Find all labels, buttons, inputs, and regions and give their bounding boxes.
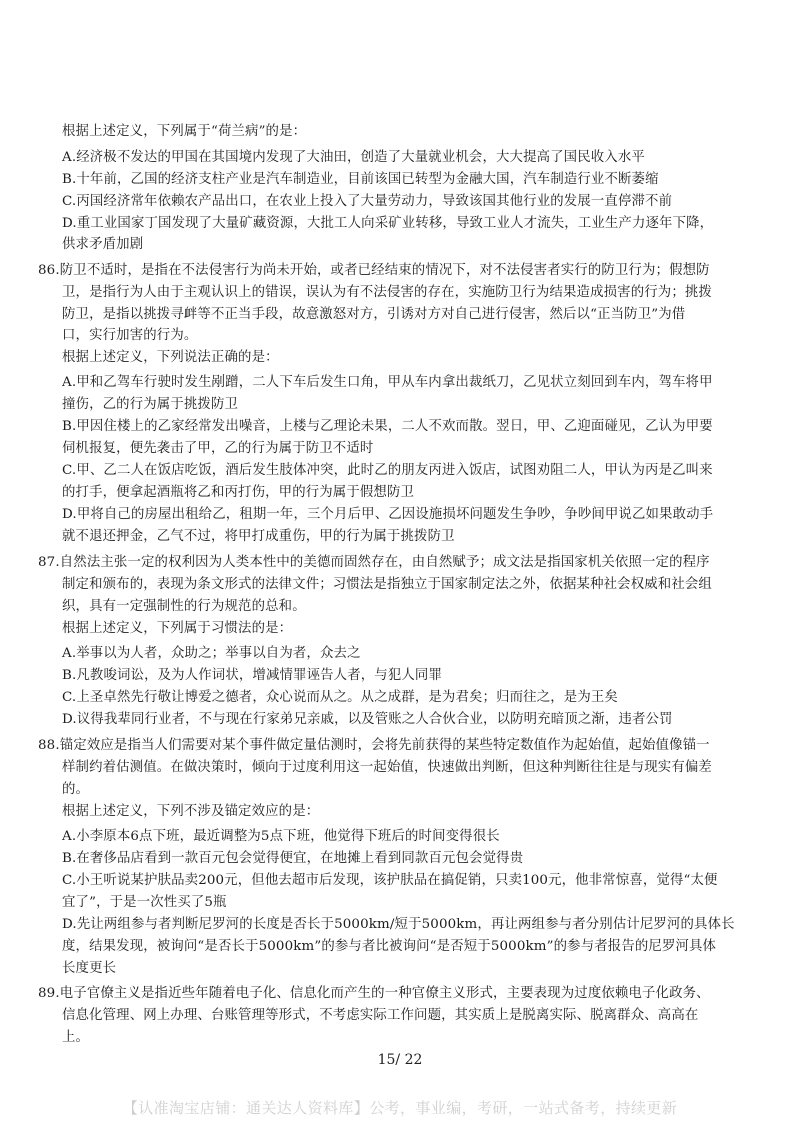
option-88-d-cont: 度，结果发现，被询问“是否长于5000km”的参与者比被询问“是否短于5000km”的参与者报告的尼罗河具体 xyxy=(62,939,717,954)
question-89-line-3: 上。 xyxy=(62,1030,90,1045)
option-88-b: B.在奢侈品店看到一款百元包会觉得便宜，在地摊上看到同款百元包会觉得贵 xyxy=(62,851,524,866)
question-stem-88: 根据上述定义，下列不涉及锚定效应的是： xyxy=(62,804,320,819)
question-88-line-2: 样制约着估测值。在做决策时，倾向于过度利用这一起始值，快速做出判断，但这种判断往往是与现实有偏差 xyxy=(62,760,712,775)
option-85-c: C.丙国经济常年依赖农产品出口，在农业上投入了大量劳动力，导致该国其他行业的发展一直停滞不前 xyxy=(62,194,673,209)
option-88-c: C.小王听说某护肤品卖200元，但他去超市后发现，该护肤品在搞促销，只卖100元，他非常惊喜，觉得“太便 xyxy=(62,873,718,888)
option-87-c: C.上圣卓然先行敬让博爱之德者，众心说而从之。从之成群，是为君矣；归而往之，是为王矣 xyxy=(62,690,618,705)
question-stem-86: 根据上述定义，下列说法正确的是： xyxy=(62,350,279,365)
question-87-line-2: 制定和颁布的，表现为条文形式的法律文件；习惯法是指独立于国家制定法之外，依据某种社会权威和社会组 xyxy=(62,577,712,592)
option-86-a: A.甲和乙驾车行驶时发生剐蹭，二人下车后发生口角，甲从车内拿出裁纸刀，乙见状立刻回到车内，驾车将甲 xyxy=(62,375,713,390)
option-85-b: B.十年前，乙国的经济支柱产业是汽车制造业，目前该国已转型为金融大国，汽车制造行业不断萎缩 xyxy=(62,172,659,187)
option-87-a: A.举事以为人者，众助之；举事以自为者，众去之 xyxy=(62,646,361,661)
option-88-a: A.小李原本6点下班，最近调整为5点下班，他觉得下班后的时间变得很长 xyxy=(62,829,500,844)
question-87-line-3: 织，具有一定强制性的行为规范的总和。 xyxy=(62,599,306,614)
option-86-c: C.甲、乙二人在饭店吃饭，酒后发生肢体冲突，此时乙的朋友丙进入饭店，试图劝阻二人，甲认为丙是乙叫来 xyxy=(62,463,713,478)
question-86-line-2: 卫，是指行为人由于主观认识上的错误，误认为有不法侵害的存在，实施防卫行为结果造成损害的行为；挑拨 xyxy=(62,285,712,300)
question-88: 88.锚定效应是指当人们需要对某个事件做定量估测时，会将先前获得的某些特定数值作为起始值，起始值像锚一 xyxy=(38,738,710,753)
question-87: 87.自然法主张一定的权利因为人类本性中的美德而固然存在，由自然赋予；成文法是指国家机关依照一定的程序 xyxy=(38,555,710,570)
option-86-a-cont: 撞伤，乙的行为属于挑拨防卫 xyxy=(62,397,239,412)
question-86-line-3: 防卫，是指以挑拨寻衅等不正当手段，故意激怒对方，引诱对方对自己进行侵害，然后以“正当防卫”为借 xyxy=(62,307,686,322)
option-88-c-cont: 宜了”，于是一次性买了5瓶 xyxy=(62,895,227,910)
option-86-d-cont: 就不退还押金，乙气不过，将甲打成重伤，甲的行为属于挑拨防卫 xyxy=(62,529,455,544)
option-86-b-cont: 伺机报复，便先袭击了甲，乙的行为属于防卫不适时 xyxy=(62,441,374,456)
option-87-d: D.议得我辈同行业者，不与现在行家弟兄亲戚，以及管账之人合伙合业，以防明充暗顶之渐，违者公罚 xyxy=(62,712,673,727)
option-88-d-cont-2: 长度更长 xyxy=(62,961,117,976)
page-number: 15/ 22 xyxy=(377,1052,423,1068)
option-86-c-cont: 的打手，便拿起酒瓶将乙和丙打伤，甲的行为属于假想防卫 xyxy=(62,485,415,500)
option-87-b: B.凡教唆词讼，及为人作词状，增减情罪诬告人者，与犯人同罪 xyxy=(62,668,442,683)
question-86: 86.防卫不适时，是指在不法侵害行为尚未开始，或者已经结束的情况下，对不法侵害者实行的防卫行为；假想防 xyxy=(38,263,710,278)
option-85-d-cont: 供求矛盾加剧 xyxy=(62,237,144,252)
option-86-b: B.甲因住楼上的乙家经常发出噪音，上楼与乙理论未果，二人不欢而散。翌日，甲、乙迎面碰见，乙认为甲要 xyxy=(62,419,713,434)
option-85-d: D.重工业国家丁国发现了大量矿藏资源，大批工人向采矿业转移，导致工业人才流失，工业生产力逐年下降， xyxy=(62,216,714,231)
option-88-d: D.先让两组参与者判断尼罗河的长度是否长于5000km/短于5000km，再让两组参与者分别估计尼罗河的具体长 xyxy=(62,917,735,932)
option-86-d: D.甲将自己的房屋出租给乙，租期一年，三个月后甲、乙因设施损坏问题发生争吵，争吵间甲说乙如果敢动手 xyxy=(62,507,714,522)
question-89: 89.电子官僚主义是指近些年随着电子化、信息化而产生的一种官僚主义形式，主要表现为过度依赖电子化政务、 xyxy=(38,986,710,1001)
question-88-line-3: 的。 xyxy=(62,782,90,797)
question-stem-85: 根据上述定义，下列属于“荷兰病”的是： xyxy=(62,124,307,139)
question-86-line-4: 口，实行加害的行为。 xyxy=(62,328,198,343)
option-85-a: A.经济极不发达的甲国在其国境内发现了大油田，创造了大量就业机会，大大提高了国民收入水平 xyxy=(62,150,645,165)
question-stem-87: 根据上述定义，下列属于习惯法的是： xyxy=(62,621,293,636)
watermark: 【认准淘宝店铺：通关达人资料库】公考，事业编，考研，一站式备考，持续更新 xyxy=(122,1099,678,1117)
question-89-line-2: 信息化管理、网上办理、台账管理等形式，不考虑实际工作问题，其实质上是脱离实际、脱离群众、高高在 xyxy=(62,1008,699,1023)
